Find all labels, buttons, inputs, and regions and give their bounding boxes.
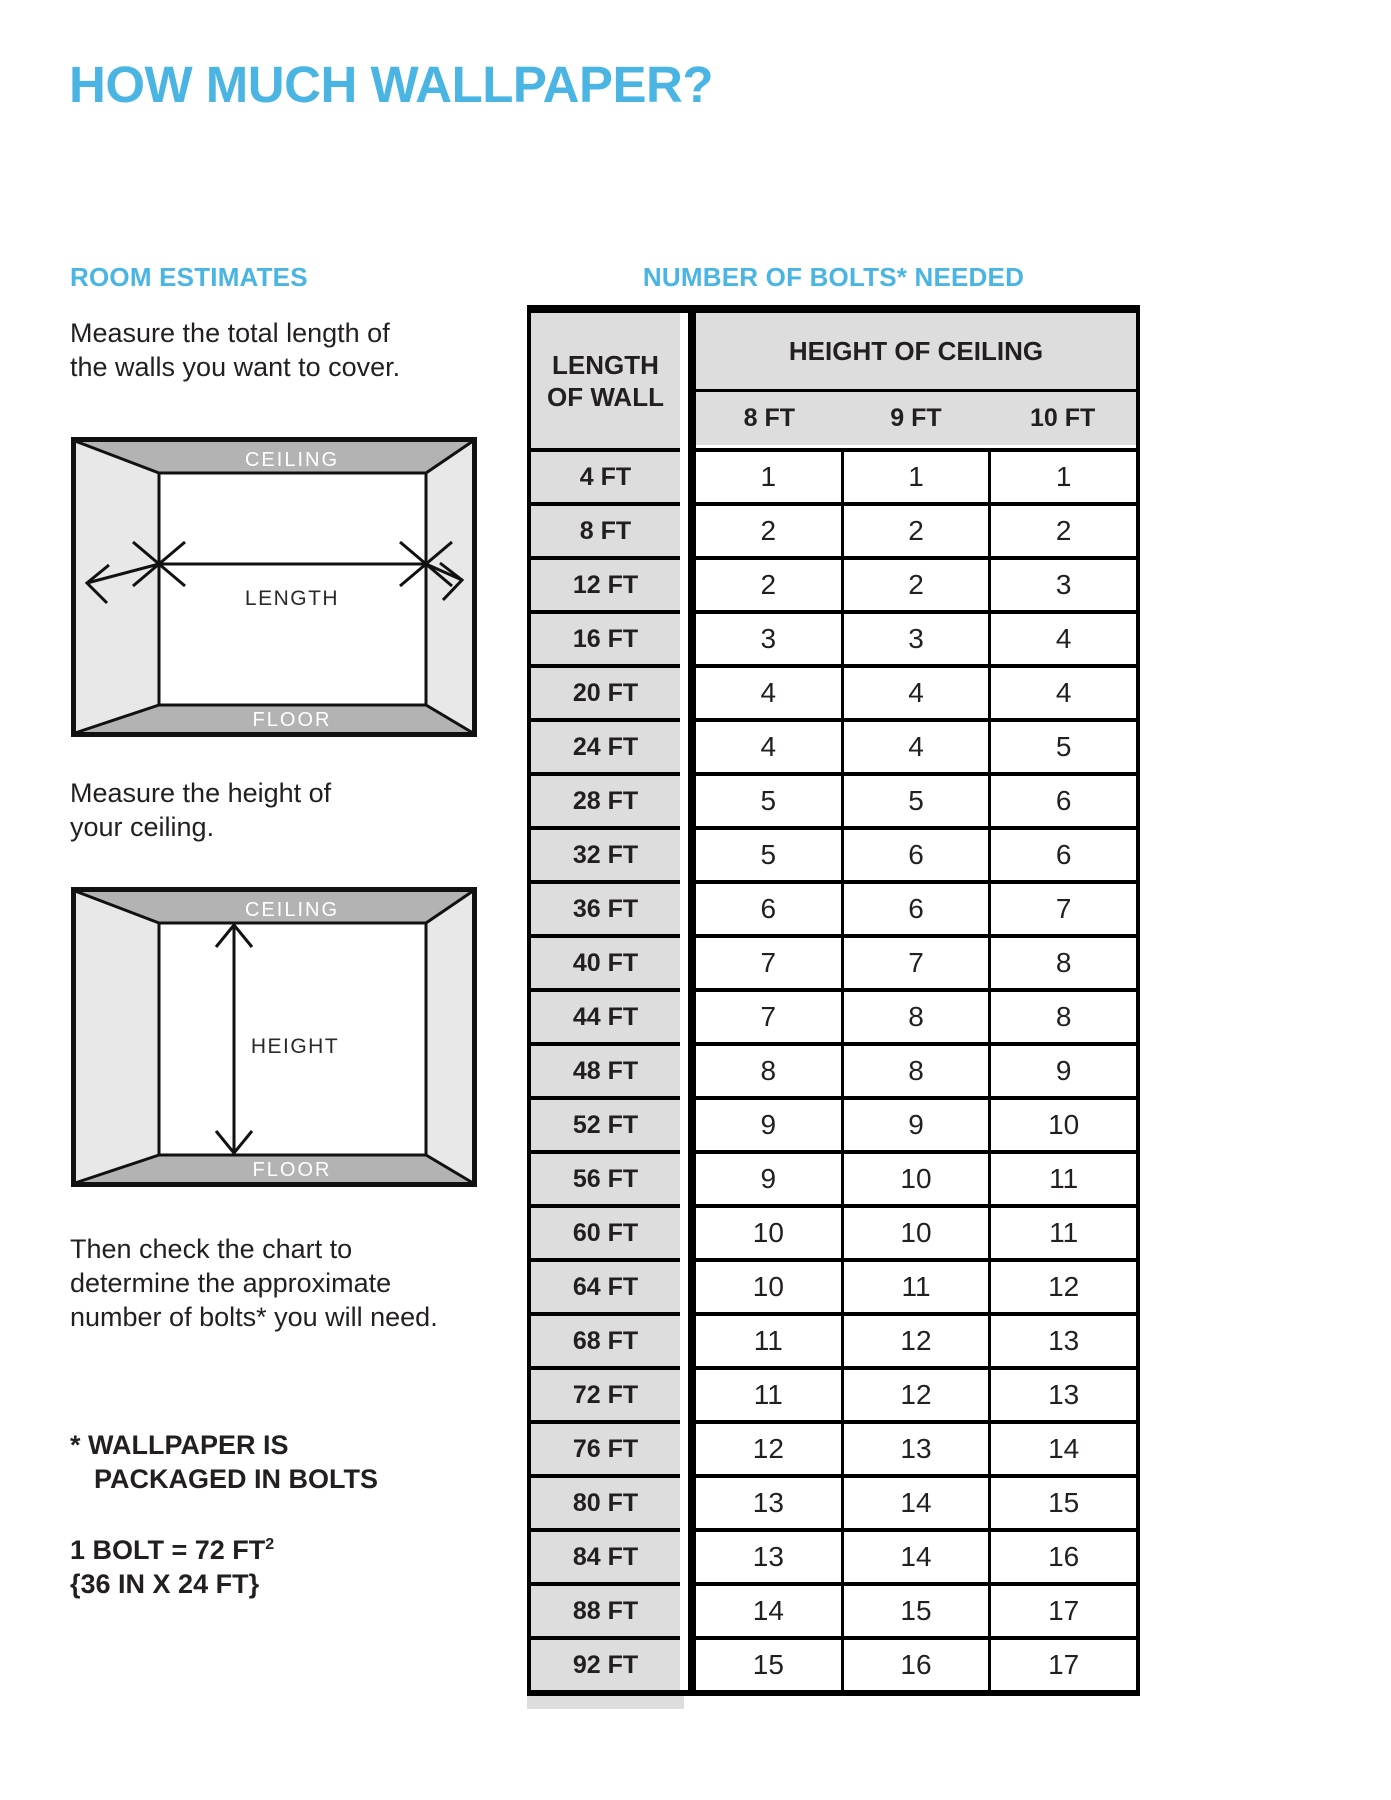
right-wall-surface — [426, 892, 472, 1182]
row-label: 76 FT — [531, 1420, 680, 1474]
cell-9ft: 4 — [841, 668, 989, 718]
cell-10ft: 4 — [988, 668, 1136, 718]
cell-8ft: 12 — [752, 1433, 784, 1464]
cell-8ft: 5 — [760, 785, 777, 816]
right-wall-surface — [426, 442, 472, 732]
floor-label: FLOOR — [252, 1159, 332, 1181]
instruction-line: Then check the chart to — [70, 1234, 353, 1264]
row-label: 32 FT — [531, 826, 680, 880]
row-label: 12 FT — [531, 556, 680, 610]
cell-8ft: 6 — [760, 893, 777, 924]
row-label: 8 FT — [531, 502, 680, 556]
instruction-line: Measure the total length of — [70, 318, 390, 348]
column-subheaders — [696, 392, 1136, 445]
cell-8ft: 5 — [760, 839, 777, 870]
cell-8ft: 1 — [760, 461, 777, 492]
cell-8ft: 15 — [752, 1649, 784, 1680]
row-label: 72 FT — [531, 1366, 680, 1420]
cell-8ft: 9 — [760, 1163, 777, 1194]
row-label: 24 FT — [531, 718, 680, 772]
bolt-equation: 1 BOLT = 72 $FT^2$ — [70, 1535, 275, 1565]
cell-10ft: 8 — [988, 992, 1136, 1042]
length-of-wall-header — [531, 313, 680, 448]
table-row — [531, 1312, 1136, 1366]
cell-10ft: 5 — [988, 722, 1136, 772]
cell-8ft: 13 — [752, 1487, 784, 1518]
room-estimates-heading: ROOM ESTIMATES — [70, 262, 308, 292]
cell-10ft: 1 — [988, 452, 1136, 502]
cell-9ft: 8 — [841, 1046, 989, 1096]
table-header — [531, 313, 1136, 448]
table-row — [531, 1582, 1136, 1636]
room-length-diagram — [71, 437, 477, 737]
cell-9ft: 1 — [841, 452, 989, 502]
cell-8ft: 4 — [760, 677, 777, 708]
left-wall-surface — [76, 892, 159, 1182]
cell-10ft: 8 — [988, 938, 1136, 988]
table-row — [531, 718, 1136, 772]
bolt-dimensions: {36 IN X 24 FT} — [70, 1569, 260, 1599]
cell-9ft: 15 — [841, 1586, 989, 1636]
cell-9ft: 7 — [841, 938, 989, 988]
cell-8ft: 11 — [753, 1379, 783, 1410]
row-label: 16 FT — [531, 610, 680, 664]
cell-8ft: 2 — [760, 515, 777, 546]
row-label: 88 FT — [531, 1582, 680, 1636]
row-label: 68 FT — [531, 1312, 680, 1366]
cell-9ft: 8 — [841, 992, 989, 1042]
row-label: 40 FT — [531, 934, 680, 988]
cell-8ft: 13 — [752, 1541, 784, 1572]
row-label: 4 FT — [531, 448, 680, 502]
row-label: 56 FT — [531, 1150, 680, 1204]
cell-8ft: 11 — [753, 1325, 783, 1356]
col-header-8ft: 8 FT — [743, 404, 796, 432]
height-label: HEIGHT — [250, 1035, 340, 1058]
cell-8ft: 8 — [760, 1055, 777, 1086]
table-row — [531, 556, 1136, 610]
cell-10ft: 14 — [988, 1424, 1136, 1474]
instruction-line: Measure the height of — [70, 778, 332, 808]
row-label: 80 FT — [531, 1474, 680, 1528]
instruction-line: your ceiling. — [70, 812, 215, 842]
cell-9ft: 2 — [841, 506, 989, 556]
table-row — [531, 502, 1136, 556]
row-label: 20 FT — [531, 664, 680, 718]
cell-10ft: 6 — [988, 776, 1136, 826]
cell-8ft: 9 — [760, 1109, 777, 1140]
cell-8ft: 10 — [752, 1217, 784, 1248]
cell-9ft: 3 — [841, 614, 989, 664]
cell-10ft: 10 — [988, 1100, 1136, 1150]
instruction-chart-paragraph — [70, 1232, 438, 1334]
cell-10ft: 16 — [988, 1532, 1136, 1582]
cell-8ft: 7 — [760, 947, 777, 978]
cell-9ft: 14 — [841, 1478, 989, 1528]
table-row — [531, 880, 1136, 934]
cell-10ft: 11 — [988, 1154, 1136, 1204]
table-row — [531, 826, 1136, 880]
instruction-length-paragraph — [70, 316, 400, 384]
table-row — [531, 610, 1136, 664]
cell-10ft: 13 — [988, 1316, 1136, 1366]
table-row — [531, 1636, 1136, 1690]
cell-9ft: 12 — [841, 1370, 989, 1420]
bolts-table-heading: NUMBER OF BOLTS* NEEDED — [642, 262, 1025, 292]
row-label: 64 FT — [531, 1258, 680, 1312]
instruction-line: determine the approximate — [70, 1268, 392, 1298]
cell-10ft: 6 — [988, 830, 1136, 880]
cell-10ft: 17 — [988, 1640, 1136, 1690]
header-line: LENGTH — [552, 349, 659, 380]
row-label: 60 FT — [531, 1204, 680, 1258]
cell-9ft: 16 — [841, 1640, 989, 1690]
bolts-table — [527, 305, 1140, 1696]
squared-superscript: 2 — [265, 1536, 275, 1553]
col-header-9ft: 9 FT — [890, 404, 942, 432]
cell-8ft: 10 — [752, 1271, 784, 1302]
ceiling-label: CEILING — [244, 449, 340, 471]
page-title: HOW MUCH WALLPAPER? — [69, 56, 713, 113]
instruction-height-paragraph — [70, 776, 331, 844]
ceiling-label: CEILING — [244, 899, 340, 921]
footnote-line: * WALLPAPER IS — [70, 1430, 289, 1460]
table-row — [531, 1150, 1136, 1204]
cell-8ft: 14 — [752, 1595, 784, 1626]
cell-10ft: 17 — [988, 1586, 1136, 1636]
instruction-line: number of bolts* you will need. — [70, 1302, 438, 1332]
cell-10ft: 2 — [988, 506, 1136, 556]
bolt-size-info — [70, 1528, 274, 1601]
table-row — [531, 1366, 1136, 1420]
table-row — [531, 1258, 1136, 1312]
table-row — [531, 772, 1136, 826]
cell-9ft: 11 — [841, 1262, 989, 1312]
cell-9ft: 4 — [841, 722, 989, 772]
table-row — [531, 1042, 1136, 1096]
cell-9ft: 6 — [841, 830, 989, 880]
instruction-line: the walls you want to cover. — [70, 352, 401, 382]
cell-10ft: 9 — [988, 1046, 1136, 1096]
table-row — [531, 1420, 1136, 1474]
cell-9ft: 13 — [841, 1424, 989, 1474]
cell-9ft: 12 — [841, 1316, 989, 1366]
cell-9ft: 6 — [841, 884, 989, 934]
table-row — [531, 1096, 1136, 1150]
cell-8ft: 2 — [760, 569, 777, 600]
header-line: OF WALL — [547, 381, 664, 412]
cell-9ft: 5 — [841, 776, 989, 826]
table-row — [531, 934, 1136, 988]
row-label: 52 FT — [531, 1096, 680, 1150]
table-row — [531, 664, 1136, 718]
cell-10ft: 4 — [988, 614, 1136, 664]
table-column-divider — [688, 313, 696, 1690]
cell-10ft: 13 — [988, 1370, 1136, 1420]
cell-10ft: 3 — [988, 560, 1136, 610]
table-row — [531, 988, 1136, 1042]
table-row — [531, 1528, 1136, 1582]
table-row — [531, 1474, 1136, 1528]
room-height-diagram — [71, 887, 477, 1187]
floor-label: FLOOR — [252, 709, 332, 731]
cell-10ft: 11 — [988, 1208, 1136, 1258]
row-label: 36 FT — [531, 880, 680, 934]
cell-9ft: 10 — [841, 1208, 989, 1258]
table-row — [531, 448, 1136, 502]
row-label: 44 FT — [531, 988, 680, 1042]
cell-10ft: 7 — [988, 884, 1136, 934]
cell-10ft: 12 — [988, 1262, 1136, 1312]
row-label: 48 FT — [531, 1042, 680, 1096]
row-label: 84 FT — [531, 1528, 680, 1582]
row-label: 92 FT — [531, 1636, 680, 1690]
cell-8ft: 3 — [760, 623, 777, 654]
height-of-ceiling-header: HEIGHT OF CEILING — [696, 313, 1136, 392]
cell-8ft: 7 — [760, 1001, 777, 1032]
table-row — [531, 1204, 1136, 1258]
footnote-line: PACKAGED IN BOLTS — [94, 1464, 379, 1494]
length-label: LENGTH — [244, 587, 340, 610]
left-wall-surface — [76, 442, 159, 732]
cell-10ft: 15 — [988, 1478, 1136, 1528]
col-header-10ft: 10 FT — [1030, 404, 1096, 432]
cell-8ft: 4 — [760, 731, 777, 762]
cell-9ft: 14 — [841, 1532, 989, 1582]
cell-9ft: 9 — [841, 1100, 989, 1150]
table-footer-strip — [527, 1696, 684, 1709]
row-label: 28 FT — [531, 772, 680, 826]
cell-9ft: 2 — [841, 560, 989, 610]
bolts-footnote — [70, 1428, 378, 1496]
cell-9ft: 10 — [841, 1154, 989, 1204]
